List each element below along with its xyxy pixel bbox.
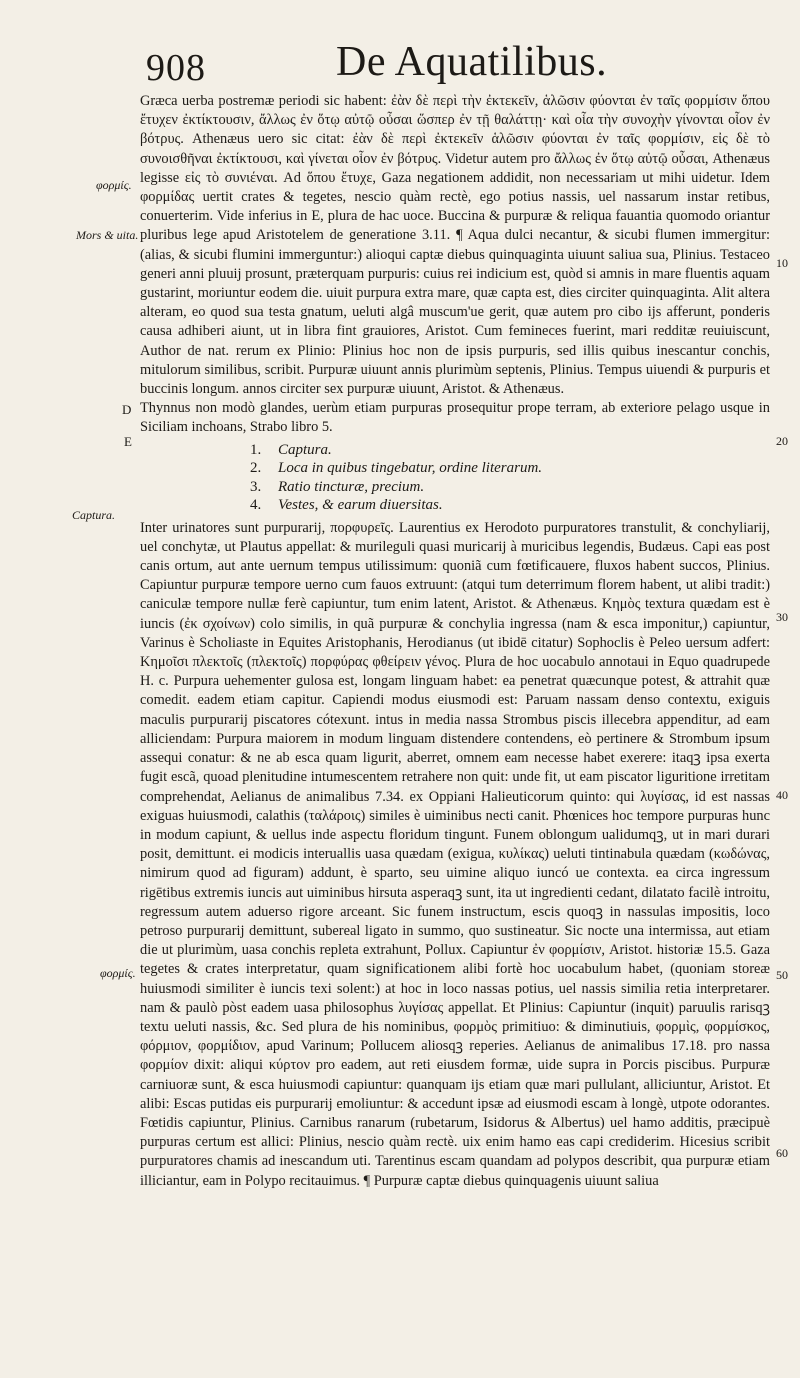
margin-note-captura: Captura. [72,508,116,522]
margin-note-mors-vita: Mors & uita. [76,228,139,242]
topic-item: 4. Vestes, & earum diuersitas. [250,497,443,514]
section-letter-e: E [124,434,132,449]
topic-list [250,441,770,515]
main-text-column [140,92,770,1191]
paragraph-reproduction: Græca uerba postremæ periodi sic habent: ἐὰν δὲ περὶ τὴν ἐκτεκεῖν, ἁλῶσιν φύονται ἐν ταῖς φορμίσιν ὅπου ἔτυχεν ἐκτίκτουσιν, ἄλλως ἐν ὅτῳ αὐτῷ οὖσαι ὥσπερ ἐν τῇ θαλάττῃ· καὶ οἷα τὴν συνοχὴν γίνονται οἷον ἐν βότρυς. Athenæus uero sic citat: ἐὰν δὲ περὶ ἐκτεκεῖν ἁλῶσιν φύονται ἐν ταῖς φορμίσιν, εἰς δὲ τὸ συνοισθῆναι ἐκτίκτουσι, καὶ γίνεται οἷον ἐν βότρυς. Videtur autem pro ἄλλως ἐν ὅτῳ αὐτῷ οὖσαι, Athenæus legisse εἰς τὸ συνιέναι. Ad ὅπου ἔτυχε, Gaza negationem addidit, non necessariam ut mihi uidetur. Idem φορμίδας uertit crates & tegetes, nescio quàm rectè, ego potius nassis, uel nassarum instar retibus, conuerterim. Vide inferius in E, plura de hac uoce. Buccina & purpuræ & reliqua fauantia quomodo oriantur pluribus lege apud Aristotelem de generatione 3.11. ¶ Aqua dulci necantur, & sicubi flumen immergitur: (alias, & sicubi flumini immerguntur:) alioqui captæ diebus quinquaginta uiuunt saliua sua, Plinius. Testaceo generi anni pluuij prosunt, præterquam purpuris: cuius rei indicium est, quòd si amnis in mare fluentis aquam gustarint, moriuntur eodem die. uiuit purpura extra mare, quæ capta est, dies circiter quinquaginta. Alit altera alteram, eo quod sua testa gnatum, ueluti algâ muscum'ue gerit, quæ autem pro cibo ijs afferunt, ponderis causa adhiberi aiunt, ut in libra fint grauiores, Aristot. Cum femineces fuerint, mari redditæ reuiuiscunt, Author de nat. rerum ex Plinio: Plinius hoc non de ipsis purpuris, sed illis quibus inescantur conchis, mitulorum similibus, scribit. Purpuræ uiuunt annis plurimùm septenis, Plinius. Tempus uiuendi & purpuris et buccinis longum. annos circiter sex purpuræ uiuunt, Aristot. & Athenæus. [140,93,770,398]
page-header [140,38,780,90]
line-number-60: 60 [776,1146,788,1160]
paragraph-captura: Inter urinatores sunt purpurarij, πορφυρεῖς. Laurentius ex Herodoto purpuratores transtulit, & conchyliarij, uel conchytæ, ut Plautus appellat: & murileguli quasi muricarij à muricibus legendis, Budæus. Capi eas post canis ortum, aut ante uernum tempus utilissimum: quoniã cum fœtificauere, fluxos habent succos, Plinius. Capiuntur purpuræ tempore uerno cum fauos extruunt: (atqui tum deterrimum florem habent, ut alibi tradit:) caniculæ tempore nullæ ferè capiuntur, tum enim latent, Aristot. & Athenæus. Κημὸς textura quædam est è iuncis (ἐκ σχοίνων) colo similis, in quã purpuræ & conchylia ingressa (nam & esca imponitur,) capiuntur, Varinus è Scholiaste in Equites Aristophanis, Herodianus (ut ibidē citatur) Sophoclis è Peleo uersum adfert: Κημοῖσι πλεκτοῖς (πλεκτοῖς) πορφύρας φθείρειν γένος. Plura de hoc uocabulo annotaui in Equo quadrupede H. c. Purpura uehementer gulosa est, longam linguam habet: ea penetrat quæcunque potest, & attrahit quæ comedit. eadem etiam capitur. Capiendi modus eiusmodi est: Paruam nassam denso contextu, exiguis maculis purpurarij piscatores cótexunt. intus in media nassa Strombus piscis illecebra appenditur, ad eam alliciendam: Purpura maiorem in modum linguam distendere contendens, eò pertinere & Strombum ipsum assequi conatur: & ne ab esca quam ligurit, aberret, omnem eam necesse habet exerere: itaqꝫ ipsa exerta fugit escã, quoad plenitudine intumescentem retrahere non quit: unde fit, ut eam piscator liguritione irretitam comprehendat, Aelianus de animalibus 7.34. ex Oppiani Halieuticorum quinto: qui λυγίσας, id est nassas exiguas huiusmodi, calathis (ταλάροις) similes è uiminibus necti canit. Phœnices hoc tempore purpuras hunc in modum capiunt, & uellus inde aspectu floridum tingunt. Funem oblongum ualidumqꝫ, ut in mari durari posit, demittunt. ei modicis interuallis uasa quædam (exigua, κυλίκας) ueluti tintinabula quædam (κωδώνας, nimirum quod ad figuram) addunt, è sparto, seu uimine aliquo iuncó ue contexta. ea circa ingressum rigētibus extremis iuncis aut uiminibus hirsuta asperaqꝫ sunt, ita ut ingredienti cedant, dilatato facilè introitu, regressum autem aduerso rigore arceant. Sic funem instructum, escis quoqꝫ in nassulas impositis, loco petroso purpurarij demittunt, subereal ligato in summo, quo sustineatur. Sic nocte una intermissa, aut etiam die ut plurimùm, uasa conchis repleta extrahunt, Pollux. Capiuntur ἐν φορμίσιν, Aristot. historiæ 15.5. Gaza tegetes & crates interpretatur, quam significationem alibi fortè hoc uocabulum habet, (quoniam storeæ huiusmodi similiter è iuncis texi solent:) at hoc in loco nassas potius, uel nassis similia retia interpretarer. nam & paulò pòst eadem uasa philosophus λυγίσας appellat. Et Plinius: Capiuntur (inquit) paruulis rarisqꝫ textu ueluti nassis, &c. Sed plura de his nominibus, φορμὸς primitiuo: & diminutiuis, φορμὶς, φορμίσκος, φόρμιον, φορμίδιον, apud Varinum; Pollucem aliosqꝫ reperies. Aelianus de animalibus 17.18. pro nassa φορμίον dixit: aliqui κύρτον pro eadem, aut reti eiusdem formæ, uide supra in Porcis piscibus. Purpuræ carniuoræ sunt, & esca huiusmodi capiuntur: quanquam ijs etiam quæ mari pullulant, alliciuntur, Aristot. Et alibi: Escas putidas eis purpurarij emoliuntur: & accedunt ipsæ ad eiusmodi escam à longè, utpote odorantes. Fœtidis capiuntur, Plinius. Carnibus ranarum (rubetarum, Isidorus & Albertus) uel hamo additis, præcipuè purpuras certum est allici: Plinius, nescio quàm rectè. uix enim hamo eas capi crediderim. Hicesius scribit purpuratores chamis ad inescandum uti. Tarentinus escam quandam ad polypos describit, qua purpuræ etiam illiciantur, eam in Polypo recitauimus. ¶ Purpuræ captæ diebus quinquagenis uiuunt saliua [140,519,770,1189]
margin-note-formicis-2: φορμίς. [100,966,136,980]
page-number: 908 [146,47,206,89]
line-number-30: 30 [776,610,788,624]
topic-item: 1. Captura. [250,441,332,458]
paragraph-section-d: Thynnus non modò glandes, uerùm etiam purpuras prosequitur prope terram, ab exteriore pelago usque in Siciliam inchoans, Strabo libro 5. [140,400,770,436]
line-number-10: 10 [776,256,788,270]
running-title: De Aquatilibus. [336,39,608,85]
line-number-40: 40 [776,788,788,802]
topic-item: 2. Loca in quibus tingebatur, ordine literarum. [250,460,543,477]
topic-item: 3. Ratio tincturæ, precium. [250,478,425,495]
line-number-50: 50 [776,968,788,982]
line-number-20: 20 [776,434,788,448]
section-letter-d: D [122,402,132,417]
margin-note-formicis: φορμίς. [96,178,132,192]
